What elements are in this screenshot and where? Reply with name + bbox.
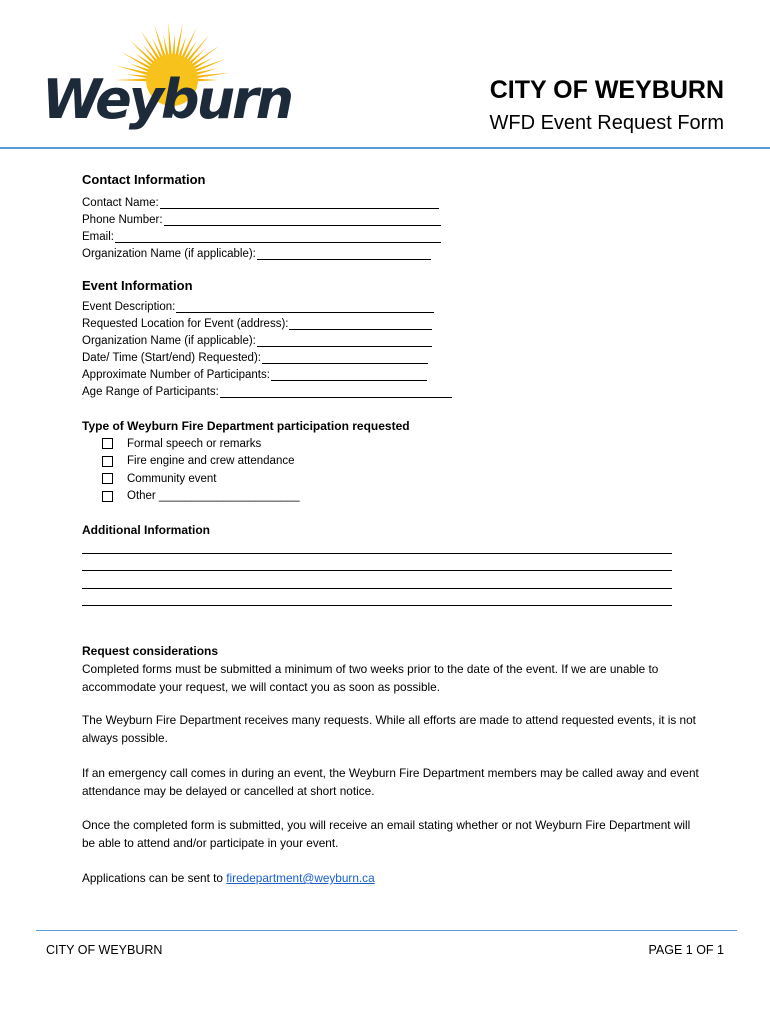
participation-options: [102, 435, 300, 505]
participation-heading: Type of Weyburn Fire Department participation requested: [82, 419, 410, 433]
event-heading: Event Information: [82, 278, 193, 293]
weyburn-logo: [40, 20, 292, 145]
sun-ray: [191, 46, 219, 67]
consideration-paragraph: Once the completed form is submitted, you will receive an email stating whether or not Weyburn Fire Department will be able to attend and/or participate in your event.: [82, 818, 691, 850]
checkbox[interactable]: [102, 473, 113, 484]
contact-fields: [82, 192, 441, 260]
option-formal-speech[interactable]: Formal speech or remarks: [102, 435, 300, 453]
contact-heading: Contact Information: [82, 172, 206, 187]
consideration-paragraph: The Weyburn Fire Department receives many requests. While all efforts are made to attend requested events, it is not always possible.: [82, 713, 696, 745]
email-link[interactable]: firedepartment@weyburn.ca: [226, 871, 375, 885]
sun-ray: [130, 40, 156, 64]
additional-line[interactable]: [82, 570, 672, 571]
sun-ray: [186, 35, 209, 62]
footer-divider: [36, 930, 737, 931]
checkbox[interactable]: [102, 491, 113, 502]
form-title: WFD Event Request Form: [489, 112, 724, 134]
additional-line[interactable]: [82, 588, 672, 589]
email-field[interactable]: Email:: [82, 226, 441, 243]
organization-name-field[interactable]: Organization Name (if applicable):: [82, 243, 441, 260]
event-location-field[interactable]: Requested Location for Event (address):: [82, 313, 452, 330]
page-title: CITY OF WEYBURN: [489, 76, 724, 104]
page-number: PAGE 1 OF 1: [648, 943, 724, 957]
header-divider: [0, 147, 770, 149]
event-datetime-field[interactable]: Date/ Time (Start/end) Requested):: [82, 347, 452, 364]
sun-ray: [168, 22, 171, 56]
option-community-event[interactable]: Community event: [102, 470, 300, 488]
option-other[interactable]: Other ______________________: [102, 488, 300, 506]
footer-city: CITY OF WEYBURN: [46, 943, 163, 957]
checkbox[interactable]: [102, 456, 113, 467]
send-to-line: Applications can be sent to firedepartment@weyburn.ca: [82, 871, 375, 885]
logo-wordmark: Weyburn: [42, 68, 292, 131]
participant-count-field[interactable]: Approximate Number of Participants:: [82, 364, 452, 381]
contact-name-field[interactable]: Contact Name:: [82, 192, 441, 209]
additional-line[interactable]: [82, 605, 672, 606]
age-range-field[interactable]: Age Range of Participants:: [82, 381, 452, 398]
checkbox[interactable]: [102, 438, 113, 449]
consideration-paragraph: If an emergency call comes in during an event, the Weyburn Fire Department members may be called away and event attendance may be delayed or cancelled at short notice.: [82, 766, 699, 798]
event-description-field[interactable]: Event Description:: [82, 296, 452, 313]
event-fields: [82, 296, 452, 398]
additional-heading: Additional Information: [82, 523, 210, 537]
consideration-paragraph: Completed forms must be submitted a minimum of two weeks prior to the date of the event. If we are unable to accommodate your request, we will contact you as soon as possible.: [82, 662, 659, 694]
event-organization-field[interactable]: Organization Name (if applicable):: [82, 330, 452, 347]
option-fire-engine[interactable]: Fire engine and crew attendance: [102, 453, 300, 471]
considerations-heading: Request considerations: [82, 644, 219, 658]
additional-line[interactable]: [82, 553, 672, 554]
sun-ray: [172, 34, 175, 56]
phone-number-field[interactable]: Phone Number:: [82, 209, 441, 226]
